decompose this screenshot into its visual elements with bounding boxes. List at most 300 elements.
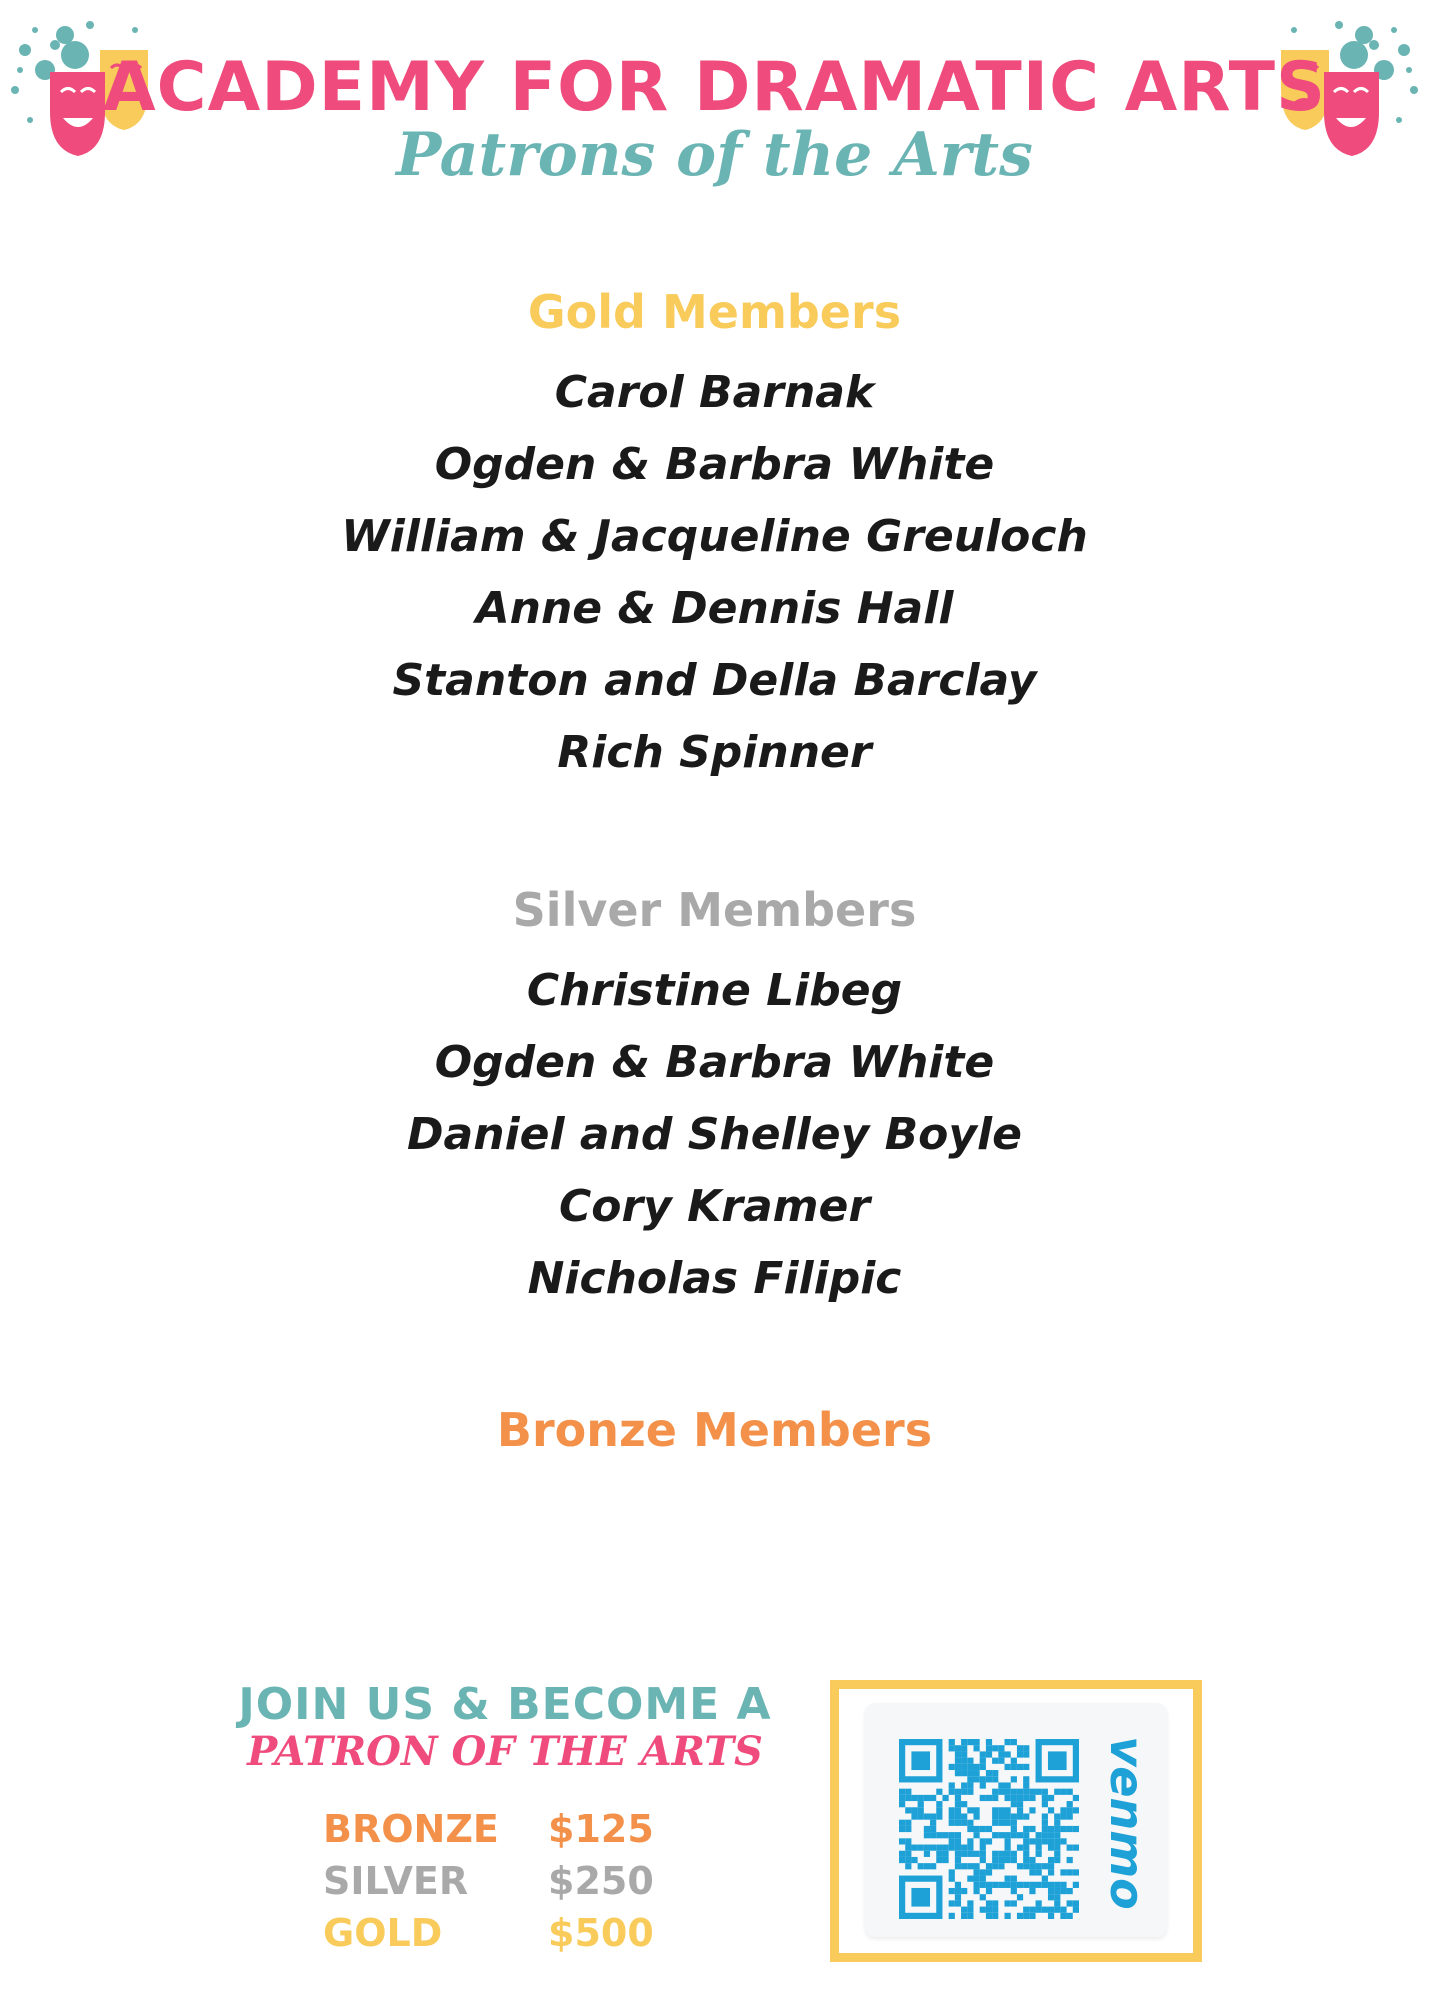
qr-module <box>1067 1801 1073 1807</box>
qr-module <box>1017 1795 1023 1801</box>
qr-module <box>911 1845 917 1851</box>
qr-module <box>1060 1838 1066 1844</box>
qr-module <box>949 1838 955 1844</box>
qr-module <box>899 1851 905 1857</box>
qr-module <box>930 1845 936 1851</box>
qr-module <box>1042 1863 1048 1869</box>
qr-module <box>955 1758 961 1764</box>
qr-module <box>973 1770 979 1776</box>
qr-module <box>955 1888 961 1894</box>
qr-module <box>949 1913 955 1919</box>
qr-module <box>986 1745 992 1751</box>
qr-module <box>1042 1813 1048 1819</box>
qr-module <box>1054 1832 1060 1838</box>
qr-module <box>1067 1900 1073 1906</box>
qr-module <box>967 1770 973 1776</box>
qr-module <box>980 1894 986 1900</box>
qr-module <box>992 1857 998 1863</box>
qr-module <box>1036 1907 1042 1913</box>
member-name: Ogden & Barbra White <box>434 1037 995 1088</box>
qr-module <box>955 1882 961 1888</box>
qr-module <box>1029 1863 1035 1869</box>
qr-module <box>1036 1845 1042 1851</box>
qr-module <box>1067 1869 1073 1875</box>
qr-module <box>1048 1857 1054 1863</box>
qr-module <box>961 1782 967 1788</box>
qr-module <box>1060 1826 1066 1832</box>
qr-module <box>955 1807 961 1813</box>
qr-module <box>998 1813 1004 1819</box>
qr-module <box>980 1876 986 1882</box>
qr-module <box>899 1826 905 1832</box>
qr-module <box>967 1758 973 1764</box>
qr-module <box>1023 1832 1029 1838</box>
qr-module <box>961 1751 967 1757</box>
tier-name: GOLD <box>323 1911 443 1955</box>
qr-module <box>1048 1882 1054 1888</box>
qr-module <box>949 1832 955 1838</box>
qr-module <box>973 1813 979 1819</box>
qr-module <box>1011 1857 1017 1863</box>
qr-module <box>1036 1863 1042 1869</box>
qr-module <box>1036 1789 1042 1795</box>
qr-module <box>967 1900 973 1906</box>
qr-module <box>986 1776 992 1782</box>
qr-module <box>980 1869 986 1875</box>
member-name: William & Jacqueline Greuloch <box>341 511 1088 562</box>
qr-module <box>1017 1764 1023 1770</box>
qr-module <box>1048 1894 1054 1900</box>
qr-module <box>1067 1857 1073 1863</box>
qr-module <box>1036 1882 1042 1888</box>
qr-module <box>1054 1851 1060 1857</box>
qr-module <box>955 1863 961 1869</box>
qr-module <box>936 1832 942 1838</box>
qr-module <box>1023 1795 1029 1801</box>
qr-module <box>1042 1801 1048 1807</box>
qr-module <box>992 1907 998 1913</box>
member-name: Stanton and Della Barclay <box>392 655 1037 706</box>
qr-module <box>980 1838 986 1844</box>
silver-members-heading: Silver Members <box>512 883 917 937</box>
qr-module <box>936 1807 942 1813</box>
qr-module <box>1029 1789 1035 1795</box>
qr-module <box>980 1845 986 1851</box>
qr-module <box>1067 1826 1073 1832</box>
qr-module <box>1054 1813 1060 1819</box>
qr-module <box>955 1813 961 1819</box>
qr-module <box>1054 1789 1060 1795</box>
qr-module <box>1023 1851 1029 1857</box>
qr-module <box>1023 1838 1029 1844</box>
venmo-wordmark: venmo <box>1100 1736 1154 1910</box>
qr-module <box>961 1863 967 1869</box>
qr-module <box>955 1857 961 1863</box>
qr-module <box>949 1876 955 1882</box>
qr-module <box>936 1851 942 1857</box>
tier-name: SILVER <box>323 1859 469 1903</box>
qr-module <box>911 1807 917 1813</box>
qr-module <box>1073 1795 1079 1801</box>
qr-module <box>1017 1913 1023 1919</box>
qr-module <box>949 1900 955 1906</box>
qr-module <box>967 1863 973 1869</box>
qr-module <box>1011 1851 1017 1857</box>
qr-module <box>936 1789 942 1795</box>
qr-code-icon[interactable] <box>899 1739 1079 1919</box>
qr-module <box>955 1894 961 1900</box>
qr-module <box>973 1739 979 1745</box>
qr-module <box>1005 1845 1011 1851</box>
qr-module <box>961 1888 967 1894</box>
qr-module <box>1017 1807 1023 1813</box>
member-name: Anne & Dennis Hall <box>475 583 954 634</box>
qr-module <box>949 1782 955 1788</box>
qr-module <box>980 1751 986 1757</box>
join-subheading: PATRON OF THE ARTS <box>247 1728 763 1775</box>
qr-module <box>961 1851 967 1857</box>
qr-module <box>986 1826 992 1832</box>
qr-module <box>967 1876 973 1882</box>
qr-module <box>992 1882 998 1888</box>
qr-module <box>980 1782 986 1788</box>
qr-module <box>1054 1845 1060 1851</box>
qr-module <box>967 1739 973 1745</box>
qr-module <box>973 1876 979 1882</box>
qr-module <box>955 1770 961 1776</box>
qr-module <box>1029 1913 1035 1919</box>
qr-module <box>1054 1857 1060 1863</box>
qr-module <box>967 1907 973 1913</box>
qr-module <box>1023 1751 1029 1757</box>
member-name: Nicholas Filipic <box>527 1253 902 1304</box>
qr-module <box>986 1751 992 1757</box>
qr-module <box>961 1758 967 1764</box>
qr-module <box>998 1857 1004 1863</box>
qr-module <box>955 1832 961 1838</box>
qr-module <box>973 1882 979 1888</box>
qr-module <box>986 1863 992 1869</box>
qr-module <box>1005 1751 1011 1757</box>
qr-module <box>973 1745 979 1751</box>
qr-module <box>1005 1807 1011 1813</box>
qr-module <box>973 1832 979 1838</box>
qr-module <box>1054 1882 1060 1888</box>
qr-module <box>998 1807 1004 1813</box>
qr-module <box>1005 1913 1011 1919</box>
qr-module <box>1011 1739 1017 1745</box>
qr-module <box>949 1807 955 1813</box>
qr-module <box>992 1913 998 1919</box>
qr-module <box>918 1801 924 1807</box>
qr-module <box>1011 1795 1017 1801</box>
qr-module <box>973 1869 979 1875</box>
qr-module <box>1042 1795 1048 1801</box>
member-name: Ogden & Barbra White <box>434 439 995 490</box>
qr-module <box>1042 1876 1048 1882</box>
qr-module <box>1067 1807 1073 1813</box>
qr-module <box>961 1739 967 1745</box>
qr-module <box>998 1758 1004 1764</box>
venmo-logo <box>1097 1733 1157 1913</box>
qr-module <box>949 1745 955 1751</box>
qr-module <box>899 1838 905 1844</box>
qr-module <box>918 1863 924 1869</box>
qr-module <box>1011 1789 1017 1795</box>
qr-module <box>1042 1826 1048 1832</box>
qr-module <box>998 1789 1004 1795</box>
qr-module <box>1011 1764 1017 1770</box>
qr-module <box>955 1820 961 1826</box>
qr-module <box>980 1776 986 1782</box>
qr-module <box>899 1789 905 1795</box>
qr-module <box>1005 1857 1011 1863</box>
qr-module <box>980 1882 986 1888</box>
tier-name: BRONZE <box>323 1807 499 1851</box>
qr-module <box>1042 1882 1048 1888</box>
member-name: Rich Spinner <box>557 727 872 778</box>
qr-module <box>949 1789 955 1795</box>
qr-module <box>1067 1845 1073 1851</box>
qr-module <box>924 1826 930 1832</box>
qr-module <box>967 1851 973 1857</box>
qr-module <box>1060 1907 1066 1913</box>
qr-module <box>955 1764 961 1770</box>
qr-module <box>1048 1826 1054 1832</box>
qr-module <box>1067 1813 1073 1819</box>
qr-module <box>961 1845 967 1851</box>
qr-module <box>955 1795 961 1801</box>
qr-module <box>918 1845 924 1851</box>
qr-module <box>936 1857 942 1863</box>
qr-module <box>1011 1876 1017 1882</box>
qr-module <box>992 1900 998 1906</box>
qr-module <box>1005 1813 1011 1819</box>
qr-module <box>1073 1869 1079 1875</box>
qr-module <box>1005 1882 1011 1888</box>
qr-module <box>992 1863 998 1869</box>
qr-module <box>980 1857 986 1863</box>
qr-module <box>967 1845 973 1851</box>
qr-module <box>899 1801 905 1807</box>
header <box>0 0 1429 200</box>
qr-module <box>1011 1900 1017 1906</box>
qr-module <box>1017 1894 1023 1900</box>
qr-module <box>924 1832 930 1838</box>
qr-module <box>1011 1820 1017 1826</box>
qr-module <box>992 1776 998 1782</box>
qr-finder <box>1048 1751 1067 1770</box>
qr-module <box>924 1845 930 1851</box>
qr-module <box>1067 1888 1073 1894</box>
qr-module <box>930 1813 936 1819</box>
qr-module <box>992 1851 998 1857</box>
qr-module <box>911 1857 917 1863</box>
qr-module <box>967 1807 973 1813</box>
qr-module <box>955 1851 961 1857</box>
qr-module <box>986 1888 992 1894</box>
tier-row-bronze <box>323 1803 703 1855</box>
qr-finder <box>911 1888 930 1907</box>
qr-module <box>1048 1869 1054 1875</box>
qr-module <box>911 1813 917 1819</box>
qr-module <box>961 1913 967 1919</box>
qr-module <box>967 1826 973 1832</box>
qr-module <box>967 1838 973 1844</box>
qr-module <box>949 1739 955 1745</box>
qr-module <box>905 1845 911 1851</box>
qr-module <box>1023 1913 1029 1919</box>
qr-module <box>986 1907 992 1913</box>
qr-module <box>998 1751 1004 1757</box>
qr-module <box>1048 1907 1054 1913</box>
qr-module <box>949 1869 955 1875</box>
qr-module <box>980 1758 986 1764</box>
qr-module <box>998 1745 1004 1751</box>
qr-module <box>961 1789 967 1795</box>
qr-module <box>1042 1832 1048 1838</box>
qr-module <box>1060 1789 1066 1795</box>
qr-module <box>1067 1789 1073 1795</box>
qr-module <box>1060 1882 1066 1888</box>
qr-module <box>1005 1789 1011 1795</box>
qr-module <box>1048 1845 1054 1851</box>
qr-module <box>924 1813 930 1819</box>
qr-module <box>961 1770 967 1776</box>
qr-module <box>1036 1832 1042 1838</box>
qr-module <box>1054 1820 1060 1826</box>
qr-module <box>1017 1863 1023 1869</box>
qr-module <box>998 1820 1004 1826</box>
silver-members-list <box>0 955 1429 1315</box>
qr-module <box>986 1795 992 1801</box>
qr-module <box>980 1907 986 1913</box>
qr-module <box>1054 1826 1060 1832</box>
qr-module <box>961 1820 967 1826</box>
qr-module <box>1011 1882 1017 1888</box>
qr-module <box>924 1863 930 1869</box>
qr-module <box>936 1813 942 1819</box>
qr-module <box>986 1882 992 1888</box>
qr-module <box>998 1782 1004 1788</box>
tier-row-gold <box>323 1907 703 1959</box>
qr-module <box>949 1845 955 1851</box>
qr-module <box>992 1795 998 1801</box>
qr-module <box>1005 1739 1011 1745</box>
qr-module <box>986 1770 992 1776</box>
qr-module <box>924 1851 930 1857</box>
qr-module <box>1029 1838 1035 1844</box>
qr-module <box>992 1789 998 1795</box>
qr-module <box>967 1764 973 1770</box>
qr-module <box>918 1807 924 1813</box>
qr-module <box>1054 1888 1060 1894</box>
qr-module <box>942 1795 948 1801</box>
qr-module <box>1073 1882 1079 1888</box>
qr-module <box>1029 1807 1035 1813</box>
qr-module <box>961 1801 967 1807</box>
qr-module <box>918 1813 924 1819</box>
qr-module <box>1005 1782 1011 1788</box>
qr-module <box>986 1739 992 1745</box>
qr-module <box>924 1795 930 1801</box>
qr-module <box>967 1820 973 1826</box>
qr-module <box>1036 1869 1042 1875</box>
qr-module <box>967 1913 973 1919</box>
qr-module <box>998 1882 1004 1888</box>
qr-module <box>998 1851 1004 1857</box>
member-name: Cory Kramer <box>558 1181 871 1232</box>
gold-members-heading: Gold Members <box>527 285 902 339</box>
qr-module <box>1023 1882 1029 1888</box>
qr-module <box>1017 1745 1023 1751</box>
qr-module <box>1017 1801 1023 1807</box>
qr-module <box>1073 1900 1079 1906</box>
qr-module <box>980 1851 986 1857</box>
join-heading: JOIN US & BECOME A <box>238 1679 772 1730</box>
qr-module <box>1048 1807 1054 1813</box>
qr-module <box>1005 1900 1011 1906</box>
qr-module <box>1048 1838 1054 1844</box>
member-name: Carol Barnak <box>554 367 875 418</box>
qr-module <box>1029 1795 1035 1801</box>
member-name: Christine Libeg <box>526 965 903 1016</box>
page-title: ACADEMY FOR DRAMATIC ARTS <box>103 48 1326 127</box>
qr-module <box>955 1745 961 1751</box>
qr-module <box>1011 1826 1017 1832</box>
qr-module <box>973 1776 979 1782</box>
tier-price: $125 <box>548 1807 654 1851</box>
qr-module <box>961 1745 967 1751</box>
venmo-qr-card[interactable] <box>865 1703 1167 1937</box>
qr-module <box>955 1838 961 1844</box>
qr-module <box>936 1801 942 1807</box>
qr-module <box>973 1826 979 1832</box>
qr-module <box>1011 1758 1017 1764</box>
qr-module <box>955 1845 961 1851</box>
qr-module <box>1048 1832 1054 1838</box>
qr-module <box>955 1789 961 1795</box>
qr-module <box>1017 1789 1023 1795</box>
qr-module <box>1073 1807 1079 1813</box>
qr-module <box>936 1845 942 1851</box>
qr-module <box>992 1820 998 1826</box>
qr-module <box>980 1764 986 1770</box>
qr-module <box>1017 1832 1023 1838</box>
qr-module <box>905 1795 911 1801</box>
qr-module <box>961 1813 967 1819</box>
qr-module <box>930 1832 936 1838</box>
qr-module <box>986 1838 992 1844</box>
qr-module <box>955 1900 961 1906</box>
venmo-qr-frame <box>830 1680 1202 1962</box>
qr-module <box>1023 1813 1029 1819</box>
qr-module <box>1036 1838 1042 1844</box>
qr-module <box>1067 1913 1073 1919</box>
qr-module <box>967 1782 973 1788</box>
qr-module <box>973 1863 979 1869</box>
qr-module <box>1029 1907 1035 1913</box>
qr-module <box>973 1764 979 1770</box>
qr-module <box>1048 1913 1054 1919</box>
qr-module <box>973 1888 979 1894</box>
qr-module <box>980 1795 986 1801</box>
qr-module <box>1048 1863 1054 1869</box>
qr-module <box>961 1764 967 1770</box>
qr-module <box>1060 1888 1066 1894</box>
qr-module <box>905 1826 911 1832</box>
qr-module <box>942 1857 948 1863</box>
